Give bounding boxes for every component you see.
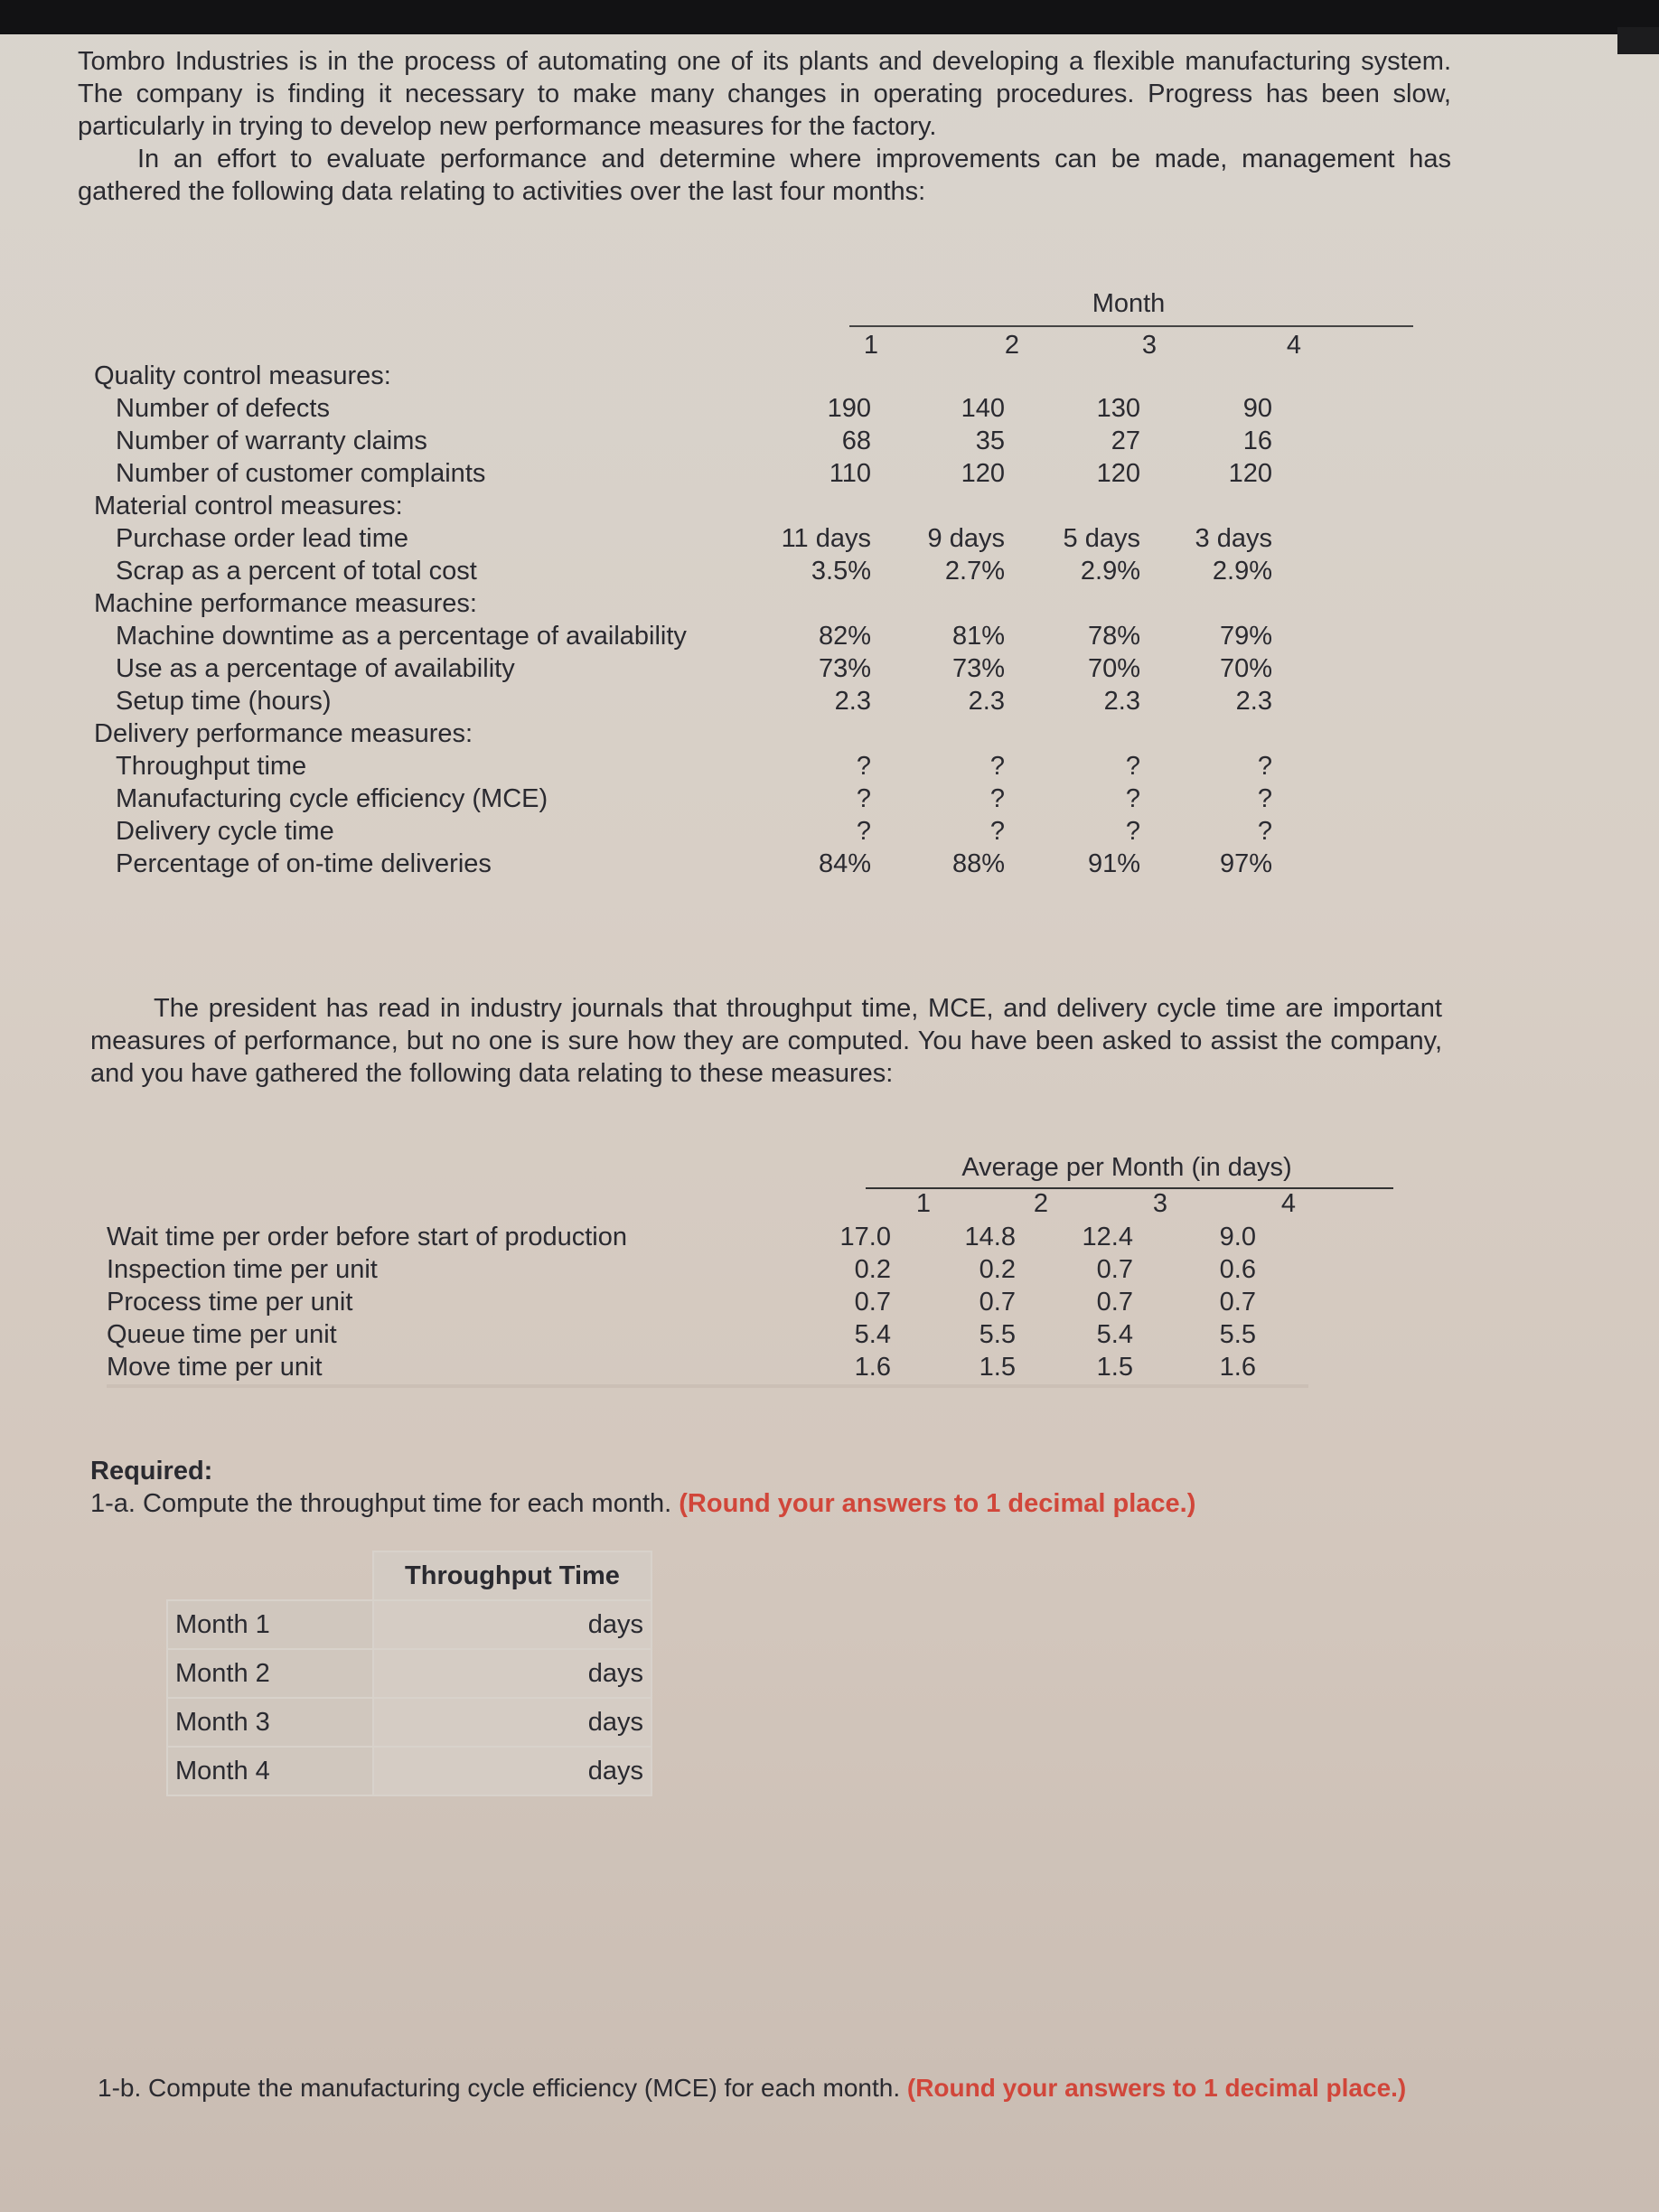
average-label: Queue time per unit: [107, 1320, 337, 1349]
measure-row: [94, 783, 1332, 815]
month-header-rule: [849, 325, 1413, 327]
days-unit: days: [587, 1707, 643, 1737]
measure-value-month-1: 84%: [818, 849, 871, 878]
measure-value-month-3: 5 days: [1063, 524, 1140, 553]
required-title: Required:: [90, 1457, 213, 1486]
measure-value-month-3: 27: [1111, 426, 1140, 455]
measure-value-month-4: ?: [1257, 752, 1272, 781]
measure-value-month-3: 130: [1096, 394, 1140, 423]
average-value-month-4: 1.6: [1219, 1353, 1256, 1382]
measure-value-month-1: 3.5%: [811, 557, 871, 586]
measure-value-month-3: 2.3: [1103, 687, 1140, 716]
answer-row: [167, 1600, 651, 1649]
measure-value-month-3: 70%: [1087, 654, 1140, 683]
measure-value-month-1: ?: [856, 784, 871, 813]
average-row: [107, 1319, 1345, 1351]
measure-label: Throughput time: [116, 752, 307, 781]
average-label: Process time per unit: [107, 1288, 353, 1317]
measure-value-month-2: 140: [961, 394, 1005, 423]
answer-input-month-1[interactable]: [373, 1600, 651, 1649]
measure-value-month-4: 2.9%: [1212, 557, 1272, 586]
measure-value-month-3: 78%: [1087, 622, 1140, 651]
measure-value-month-3: 91%: [1087, 849, 1140, 878]
measure-label: Material control measures:: [94, 492, 403, 520]
measure-label: Machine performance measures:: [94, 589, 477, 618]
month-header: Month: [1092, 289, 1166, 318]
measure-section-row: [94, 360, 1332, 392]
measure-value-month-4: 90: [1242, 394, 1272, 423]
measure-value-month-3: ?: [1125, 817, 1140, 846]
answer-month-label: Month 1: [167, 1600, 373, 1649]
president-paragraph: [90, 992, 1442, 1090]
average-label: Move time per unit: [107, 1353, 323, 1382]
required-section: [90, 1455, 1195, 1520]
avg-col-1: 1: [915, 1189, 932, 1218]
measure-value-month-3: ?: [1125, 752, 1140, 781]
measure-label: Machine downtime as a percentage of availability: [116, 622, 687, 651]
month-col-3: 3: [1141, 331, 1158, 360]
average-value-month-4: 0.7: [1219, 1288, 1256, 1317]
answer-input-month-2[interactable]: [373, 1649, 651, 1698]
average-value-month-1: 0.2: [854, 1255, 891, 1284]
average-table-bottom-rule: [107, 1384, 1308, 1388]
measure-value-month-2: 73%: [951, 654, 1005, 683]
measure-row: [94, 685, 1332, 717]
measure-value-month-1: 73%: [818, 654, 871, 683]
measure-value-month-1: 110: [829, 459, 871, 488]
average-value-month-2: 5.5: [979, 1320, 1016, 1349]
average-value-month-1: 17.0: [839, 1223, 891, 1251]
measure-value-month-4: 3 days: [1195, 524, 1272, 553]
measure-label: Number of warranty claims: [116, 426, 427, 455]
average-row: [107, 1222, 1345, 1253]
measure-value-month-4: ?: [1257, 784, 1272, 813]
measure-label: Number of customer complaints: [116, 459, 486, 488]
measure-section-row: [94, 490, 1332, 522]
measure-row: [94, 457, 1332, 490]
answer-input-month-3[interactable]: [373, 1698, 651, 1747]
measure-row: [94, 848, 1332, 880]
president-text: The president has read in industry journals that throughput time, MCE, and delivery cycle time are important measures of performance, but no one is sure how they are computed. You have been asked to assist the company, and you have gathered the following data relating to these measures:: [90, 994, 1442, 1088]
average-row: [107, 1254, 1345, 1286]
measure-row: [94, 555, 1332, 587]
measure-label: Quality control measures:: [94, 361, 391, 390]
average-value-month-3: 1.5: [1096, 1353, 1133, 1382]
measure-value-month-2: 88%: [951, 849, 1005, 878]
measure-value-month-2: 2.3: [968, 687, 1005, 716]
measure-value-month-3: 2.9%: [1080, 557, 1140, 586]
measure-value-month-1: 82%: [818, 622, 871, 651]
measure-label: Manufacturing cycle efficiency (MCE): [116, 784, 548, 813]
measure-section-row: [94, 717, 1332, 750]
measure-label: Percentage of on-time deliveries: [116, 849, 492, 878]
measure-value-month-4: 70%: [1219, 654, 1272, 683]
measure-value-month-1: ?: [856, 817, 871, 846]
answer-month-label: Month 4: [167, 1747, 373, 1795]
measure-value-month-1: 2.3: [834, 687, 871, 716]
avg-col-2: 2: [1033, 1189, 1049, 1218]
question-1b-note: (Round your answers to 1 decimal place.): [906, 2074, 1407, 2102]
measure-label: Scrap as a percent of total cost: [116, 557, 477, 586]
question-1a: 1-a. Compute the throughput time for each month.: [90, 1489, 672, 1518]
measure-value-month-1: 68: [841, 426, 871, 455]
measure-row: [94, 815, 1332, 848]
measure-row: [94, 425, 1332, 457]
measure-value-month-3: ?: [1125, 784, 1140, 813]
measure-section-row: [94, 587, 1332, 620]
average-value-month-1: 5.4: [854, 1320, 891, 1349]
average-row: [107, 1352, 1345, 1383]
measure-value-month-4: 79%: [1219, 622, 1272, 651]
measure-value-month-1: 11 days: [781, 524, 871, 553]
days-unit: days: [587, 1609, 643, 1639]
answer-input-month-4[interactable]: [373, 1747, 651, 1795]
average-value-month-2: 0.7: [979, 1288, 1016, 1317]
throughput-answer-table: [166, 1551, 652, 1796]
measure-value-month-2: ?: [989, 784, 1005, 813]
average-row: [107, 1287, 1345, 1318]
measure-value-month-1: 190: [827, 394, 871, 423]
answer-month-label: Month 3: [167, 1698, 373, 1747]
avg-col-4: 4: [1280, 1189, 1297, 1218]
days-unit: days: [587, 1756, 643, 1786]
measure-label: Purchase order lead time: [116, 524, 408, 553]
average-value-month-3: 12.4: [1082, 1223, 1133, 1251]
measure-value-month-4: 2.3: [1235, 687, 1272, 716]
answer-table-corner: [167, 1551, 373, 1600]
average-header: Average per Month (in days): [961, 1153, 1292, 1182]
answer-row: [167, 1747, 651, 1795]
question-1a-note: (Round your answers to 1 decimal place.): [679, 1489, 1196, 1518]
question-1b: 1-b. Compute the manufacturing cycle efficiency (MCE) for each month.: [98, 2074, 901, 2102]
month-col-1: 1: [863, 331, 879, 360]
answer-row: [167, 1698, 651, 1747]
throughput-time-header: Throughput Time: [373, 1551, 651, 1600]
measure-label: Delivery cycle time: [116, 817, 334, 846]
average-label: Wait time per order before start of production: [107, 1223, 627, 1251]
measure-row: [94, 522, 1332, 555]
month-col-4: 4: [1286, 331, 1302, 360]
measure-value-month-2: ?: [989, 817, 1005, 846]
measure-label: Use as a percentage of availability: [116, 654, 515, 683]
measure-value-month-2: 35: [975, 426, 1005, 455]
question-1b-block: [98, 2073, 1435, 2104]
measure-value-month-2: 81%: [951, 622, 1005, 651]
average-value-month-2: 1.5: [979, 1353, 1016, 1382]
photo-dark-top-edge: [0, 0, 1659, 34]
month-col-2: 2: [1004, 331, 1020, 360]
photo-dark-corner: [1617, 27, 1659, 54]
average-value-month-4: 0.6: [1219, 1255, 1256, 1284]
average-value-month-2: 0.2: [979, 1255, 1016, 1284]
intro-paragraph: [78, 45, 1451, 208]
measure-value-month-1: ?: [856, 752, 871, 781]
measure-value-month-3: 120: [1096, 459, 1140, 488]
measure-value-month-2: ?: [989, 752, 1005, 781]
average-value-month-1: 1.6: [854, 1353, 891, 1382]
measure-value-month-2: 120: [961, 459, 1005, 488]
intro-p2: In an effort to evaluate performance and determine where improvements can be made, management has gathered the following data relating to activities over the last four months:: [78, 145, 1451, 206]
measure-label: Number of defects: [116, 394, 330, 423]
average-value-month-4: 5.5: [1219, 1320, 1256, 1349]
average-value-month-3: 5.4: [1096, 1320, 1133, 1349]
average-value-month-2: 14.8: [964, 1223, 1016, 1251]
average-label: Inspection time per unit: [107, 1255, 378, 1284]
average-value-month-3: 0.7: [1096, 1288, 1133, 1317]
measure-row: [94, 392, 1332, 425]
avg-col-3: 3: [1152, 1189, 1168, 1218]
average-value-month-4: 9.0: [1219, 1223, 1256, 1251]
measure-value-month-2: 9 days: [927, 524, 1005, 553]
measure-row: [94, 620, 1332, 652]
average-value-month-1: 0.7: [854, 1288, 891, 1317]
intro-p1: Tombro Industries is in the process of automating one of its plants and developing a flexible manufacturing system. The company is finding it necessary to make many changes in operating procedures. Progress has been slow, particularly in trying to develop new performance measures for the factory.: [78, 47, 1451, 141]
measure-value-month-2: 2.7%: [944, 557, 1005, 586]
days-unit: days: [587, 1658, 643, 1688]
measure-row: [94, 750, 1332, 783]
answer-row: [167, 1649, 651, 1698]
measure-value-month-4: ?: [1257, 817, 1272, 846]
measure-value-month-4: 120: [1228, 459, 1272, 488]
measure-value-month-4: 16: [1242, 426, 1272, 455]
average-value-month-3: 0.7: [1096, 1255, 1133, 1284]
measure-label: Setup time (hours): [116, 687, 332, 716]
answer-month-label: Month 2: [167, 1649, 373, 1698]
measure-value-month-4: 97%: [1219, 849, 1272, 878]
measure-label: Delivery performance measures:: [94, 719, 473, 748]
measure-row: [94, 652, 1332, 685]
